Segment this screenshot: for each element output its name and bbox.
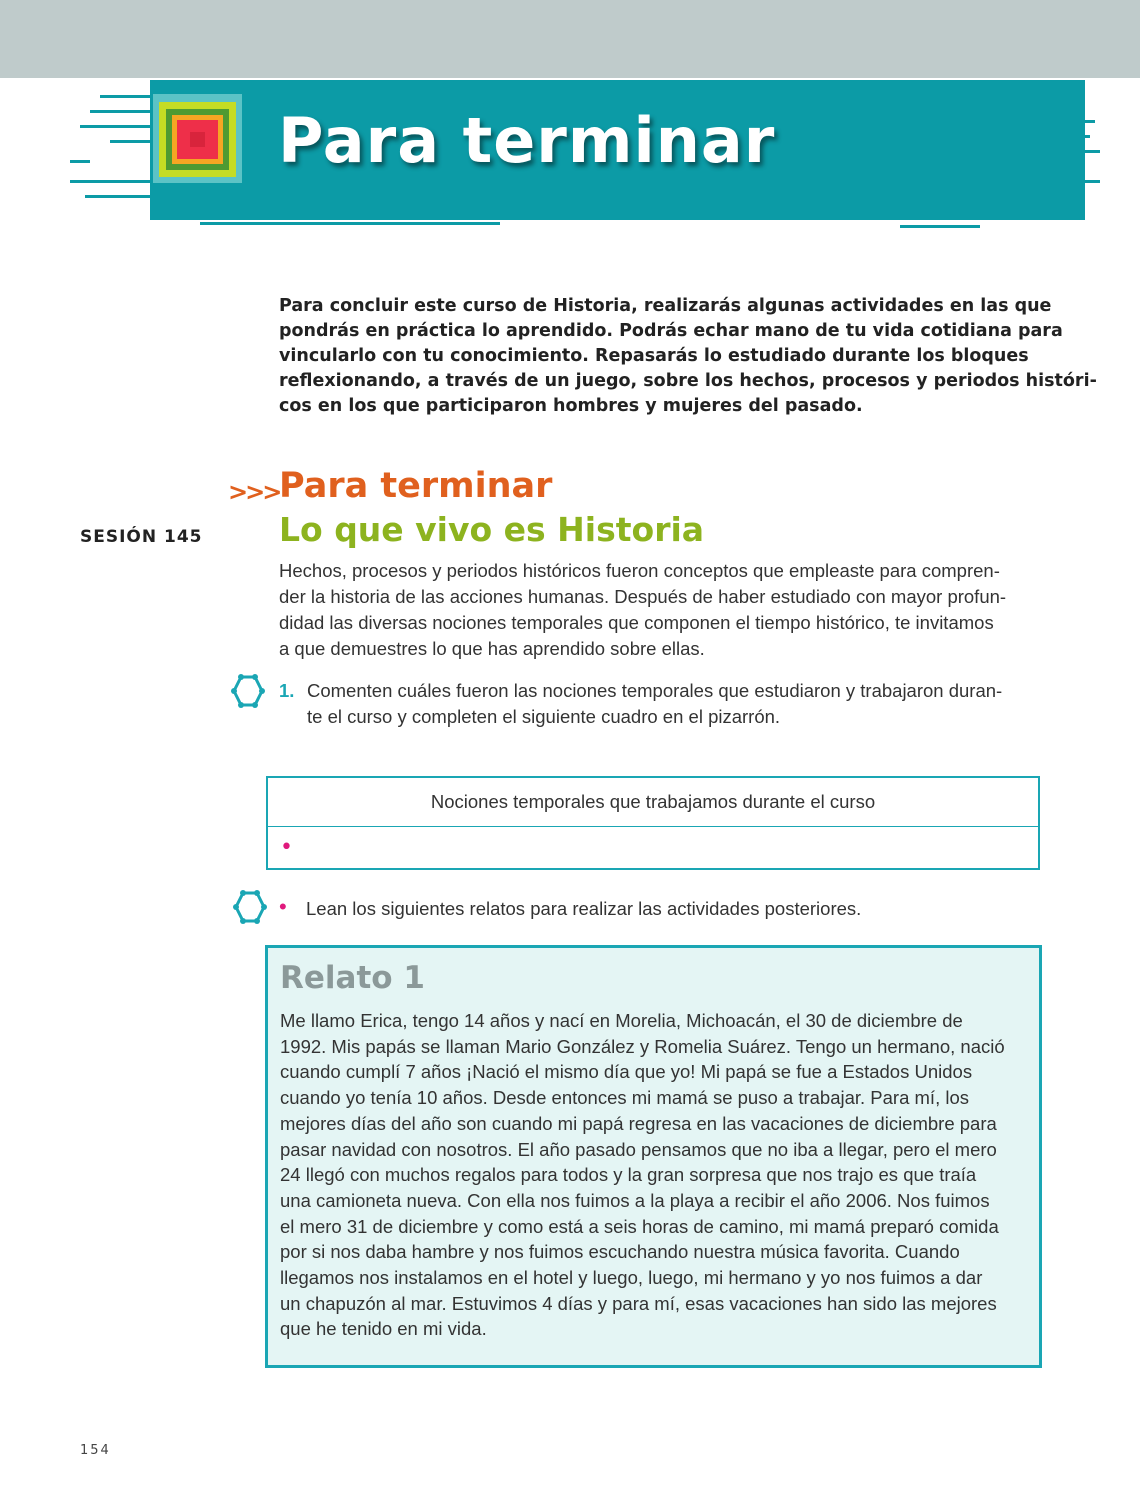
brush-streak <box>150 215 550 218</box>
brush-streak <box>110 140 150 143</box>
relato-line: el mero 31 de diciembre y como está a seis horas de camino, mi mamá preparó comida <box>280 1215 999 1237</box>
team-work-icon <box>233 890 267 924</box>
body-line: Hechos, procesos y periodos históricos fueron conceptos que empleaste para compren- <box>279 560 1000 581</box>
brush-streak <box>780 205 900 208</box>
relato-line: Me llamo Erica, tengo 14 años y nací en Morelia, Michoacán, el 30 de diciembre de <box>280 1010 963 1031</box>
relato-line: por si nos daba hambre y nos fuimos escuchando nuestra música favorita. Cuando <box>280 1241 960 1263</box>
bullet: • <box>280 835 293 860</box>
brush-streak <box>900 225 980 228</box>
intro-line: pondrás en práctica lo aprendido. Podrás echar mano de tu vida cotidiana para <box>279 321 1063 341</box>
brush-streak <box>1000 100 1085 103</box>
nested-squares-logo-icon <box>153 94 242 183</box>
page-number: 154 <box>80 1443 111 1458</box>
intro-paragraph <box>279 294 1097 419</box>
brush-streak <box>1040 180 1100 183</box>
nociones-table <box>266 776 1040 870</box>
brush-streak <box>200 222 500 225</box>
table-header: Nociones temporales que trabajamos durante el curso <box>268 778 1038 827</box>
brush-streak <box>80 125 150 128</box>
bullet: • <box>279 894 287 919</box>
intro-line: cos en los que participaron hombres y mujeres del pasado. <box>279 396 863 416</box>
activity-1 <box>279 678 1002 730</box>
brush-streak <box>85 195 150 198</box>
relato-line: cuando yo tenía 10 años. Desde entonces mi mamá se puso a trabajar. Para mí, los <box>280 1087 969 1109</box>
relato-line: 1992. Mis papás se llaman Mario González y Romelia Suárez. Tengo un hermano, nació <box>280 1035 1005 1057</box>
activity-line: te el curso y completen el siguiente cuadro en el pizarrón. <box>307 706 781 727</box>
body-line: der la historia de las acciones humanas. Después de haber estudiado con mayor profun- <box>279 586 1007 607</box>
brush-streak <box>1020 120 1095 123</box>
relato-title: Relato 1 <box>280 960 425 996</box>
relato-line: que he tenido en mi vida. <box>280 1318 487 1340</box>
body-line: didad las diversas nociones temporales que componen el tiempo histórico, te invitamos <box>279 612 994 633</box>
relato-line: cuando cumplí 7 años ¡Nació el mismo día que yo! Mi papá se fue a Estados Unidos <box>280 1061 973 1083</box>
brush-streak <box>90 110 150 113</box>
banner-title: Para terminar <box>278 104 776 177</box>
relato-line: llegamos nos instalamos en el hotel y luego, luego, mi hermano y yo nos fuimos a dar <box>280 1267 983 1289</box>
relato-line: una camioneta nueva. Con ella nos fuimos a la playa a recibir el año 2006. Nos fuimos <box>280 1189 990 1211</box>
intro-line: reflexionando, a través de un juego, sobre los hechos, procesos y periodos históri- <box>279 371 1097 391</box>
relato-box <box>265 945 1042 1368</box>
activity-2 <box>279 894 862 922</box>
relato-line: pasar navidad con nosotros. El año pasado pensamos que no iba a llegar, pero el mero <box>280 1138 997 1160</box>
section-arrows-icon: >>> <box>228 478 280 506</box>
activity-number: 1. <box>279 680 295 701</box>
section-subtitle: Lo que vivo es Historia <box>279 510 705 549</box>
brush-streak <box>1010 135 1090 138</box>
session-label: SESIÓN 145 <box>80 527 203 547</box>
brush-streak <box>100 95 150 98</box>
brush-streak <box>70 180 150 183</box>
brush-streak <box>560 210 810 213</box>
relato-line: un chapuzón al mar. Estuvimos 4 días y para mí, esas vacaciones han sido las mejores <box>280 1292 997 1314</box>
intro-line: vincularlo con tu conocimiento. Repasarás lo estudiado durante los bloques <box>279 346 1029 366</box>
relato-line: mejores días del año son cuando mi papá regresa en las vacaciones de diciembre para <box>280 1112 997 1134</box>
activity-line: Comenten cuáles fueron las nociones temporales que estudiaron y trabajaron duran- <box>307 680 1003 701</box>
body-line: a que demuestres lo que has aprendido sobre ellas. <box>279 638 705 659</box>
activity-text: Lean los siguientes relatos para realizar las actividades posteriores. <box>306 898 862 919</box>
relato-line: 24 llegó con muchos regalos para todos y la gran sorpresa que nos trajo es que traía <box>280 1164 977 1186</box>
intro-line: Para concluir este curso de Historia, realizarás algunas actividades en las que <box>279 296 1052 316</box>
table-row[interactable] <box>268 827 1038 869</box>
brush-streak <box>960 160 1010 163</box>
relato-text <box>280 1008 1005 1342</box>
section-title: Para terminar <box>279 466 553 506</box>
brush-streak <box>1085 150 1100 153</box>
team-work-icon <box>231 674 265 708</box>
brush-streak <box>70 160 90 163</box>
top-bar <box>0 0 1140 78</box>
body-paragraph <box>279 558 1039 662</box>
